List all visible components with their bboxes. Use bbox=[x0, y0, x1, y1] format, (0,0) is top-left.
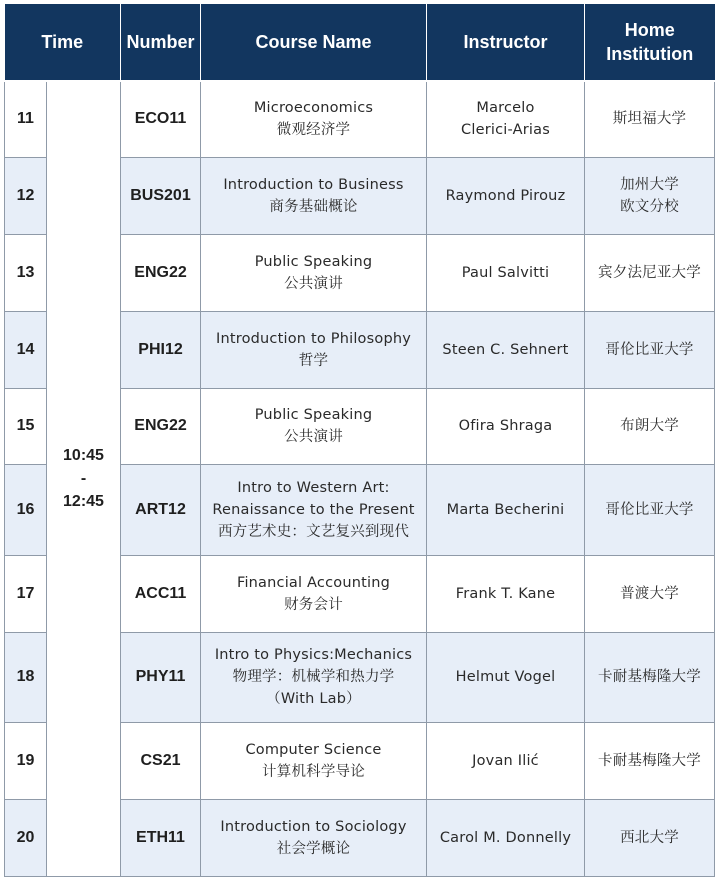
instructor bbox=[427, 157, 585, 234]
instructor-line: Jovan Ilić bbox=[472, 752, 539, 769]
home-institution bbox=[585, 555, 715, 632]
home-institution-line: 斯坦福大学 bbox=[612, 111, 687, 128]
course-name-line: 财务会计 bbox=[284, 596, 343, 613]
header-number: Number bbox=[121, 4, 201, 81]
course-name bbox=[201, 722, 427, 799]
instructor bbox=[427, 632, 585, 722]
course-name bbox=[201, 555, 427, 632]
course-name-line: 物理学：机械学和热力学 bbox=[232, 669, 395, 685]
instructor bbox=[427, 234, 585, 311]
home-institution bbox=[585, 632, 715, 722]
course-name-line: Introduction to Philosophy bbox=[215, 330, 412, 347]
time-slot-cell bbox=[47, 81, 121, 876]
header-home-line1: Home bbox=[624, 20, 675, 40]
course-number: ETH11 bbox=[121, 799, 201, 876]
row-index: 20 bbox=[5, 799, 47, 876]
home-institution-line: 卡耐基梅隆大学 bbox=[598, 752, 701, 769]
row-index: 19 bbox=[5, 722, 47, 799]
course-name-line: Computer Science bbox=[245, 741, 382, 758]
course-name-line: Microeconomics bbox=[253, 100, 374, 117]
course-name bbox=[201, 234, 427, 311]
instructor-line: Marta Becherini bbox=[446, 501, 565, 518]
header-course-name: Course Name bbox=[201, 4, 427, 81]
home-institution-line: 哥伦比亚大学 bbox=[605, 341, 694, 358]
course-number: ECO11 bbox=[121, 81, 201, 157]
home-institution bbox=[585, 234, 715, 311]
course-name-line: Introduction to Sociology bbox=[220, 818, 407, 835]
row-index: 14 bbox=[5, 311, 47, 388]
instructor bbox=[427, 464, 585, 555]
instructor-line: Helmut Vogel bbox=[455, 669, 556, 685]
instructor bbox=[427, 311, 585, 388]
course-number: BUS201 bbox=[121, 157, 201, 234]
home-institution bbox=[585, 464, 715, 555]
header-row bbox=[5, 4, 715, 81]
home-institution-line: 普渡大学 bbox=[620, 585, 679, 602]
course-number: ENG22 bbox=[121, 388, 201, 464]
home-institution bbox=[585, 799, 715, 876]
header-home-line2: Institution bbox=[606, 44, 694, 64]
instructor-line: Marcelo bbox=[476, 100, 535, 117]
home-institution-line: 哥伦比亚大学 bbox=[605, 501, 694, 518]
course-name-line: 西方艺术史：文艺复兴到现代 bbox=[217, 523, 410, 540]
course-name-line: Public Speaking bbox=[254, 253, 373, 270]
course-name-line: 微观经济学 bbox=[276, 122, 351, 139]
home-institution bbox=[585, 157, 715, 234]
home-institution bbox=[585, 388, 715, 464]
instructor bbox=[427, 555, 585, 632]
home-institution bbox=[585, 722, 715, 799]
row-index: 16 bbox=[5, 464, 47, 555]
instructor-line: Ofira Shraga bbox=[458, 418, 553, 434]
row-index: 15 bbox=[5, 388, 47, 464]
course-name-line: Financial Accounting bbox=[236, 574, 391, 591]
home-institution-line: 欧文分校 bbox=[620, 198, 679, 215]
instructor bbox=[427, 799, 585, 876]
course-name-line: Intro to Western Art: bbox=[237, 479, 390, 496]
home-institution-line: 加州大学 bbox=[620, 176, 679, 193]
course-name bbox=[201, 799, 427, 876]
instructor bbox=[427, 722, 585, 799]
row-index: 18 bbox=[5, 632, 47, 722]
instructor-line: Clerici-Arias bbox=[461, 122, 550, 139]
row-index: 11 bbox=[5, 81, 47, 157]
instructor-line: Paul Salvitti bbox=[461, 264, 550, 281]
course-name bbox=[201, 81, 427, 157]
home-institution bbox=[585, 81, 715, 157]
course-name-line: 商务基础概论 bbox=[269, 198, 358, 215]
header-instructor: Instructor bbox=[427, 4, 585, 81]
course-name bbox=[201, 388, 427, 464]
instructor bbox=[427, 81, 585, 157]
instructor-line: Carol M. Donnelly bbox=[439, 829, 572, 846]
course-name-line: Intro to Physics:Mechanics bbox=[214, 647, 413, 663]
header-home-institution bbox=[585, 4, 715, 81]
course-number: CS21 bbox=[121, 722, 201, 799]
course-number: ART12 bbox=[121, 464, 201, 555]
instructor-line: Frank T. Kane bbox=[455, 585, 556, 602]
course-name-line: 社会学概论 bbox=[276, 840, 351, 857]
time-slot-end: 12:45 bbox=[63, 493, 104, 511]
table-body bbox=[5, 81, 715, 876]
course-name-line: Renaissance to the Present bbox=[212, 501, 415, 518]
course-name-line: 计算机科学导论 bbox=[262, 763, 365, 780]
home-institution-line: 卡耐基梅隆大学 bbox=[598, 669, 701, 685]
course-number: ENG22 bbox=[121, 234, 201, 311]
course-number: PHY11 bbox=[121, 632, 201, 722]
instructor-line: Steen C. Sehnert bbox=[442, 341, 569, 358]
instructor-line: Raymond Pirouz bbox=[445, 187, 566, 204]
course-name-line: Public Speaking bbox=[254, 407, 373, 423]
course-name bbox=[201, 311, 427, 388]
course-name-line: （With Lab） bbox=[266, 691, 361, 707]
home-institution-line: 布朗大学 bbox=[620, 418, 679, 434]
course-name-line: Introduction to Business bbox=[223, 176, 404, 193]
home-institution-line: 西北大学 bbox=[620, 829, 679, 846]
table-header bbox=[5, 4, 715, 81]
table-row bbox=[5, 81, 715, 157]
course-number: PHI12 bbox=[121, 311, 201, 388]
row-index: 17 bbox=[5, 555, 47, 632]
row-index: 12 bbox=[5, 157, 47, 234]
course-name bbox=[201, 464, 427, 555]
course-number: ACC11 bbox=[121, 555, 201, 632]
time-slot-sep: - bbox=[80, 470, 87, 488]
header-time: Time bbox=[5, 4, 121, 81]
home-institution-line: 宾夕法尼亚大学 bbox=[598, 264, 701, 281]
course-name bbox=[201, 632, 427, 722]
course-name-line: 哲学 bbox=[298, 352, 329, 369]
home-institution bbox=[585, 311, 715, 388]
row-index: 13 bbox=[5, 234, 47, 311]
course-schedule-table bbox=[4, 4, 715, 877]
course-name bbox=[201, 157, 427, 234]
time-slot-start: 10:45 bbox=[63, 447, 104, 465]
course-name-line: 公共演讲 bbox=[284, 429, 343, 445]
course-name-line: 公共演讲 bbox=[284, 275, 343, 292]
instructor bbox=[427, 388, 585, 464]
